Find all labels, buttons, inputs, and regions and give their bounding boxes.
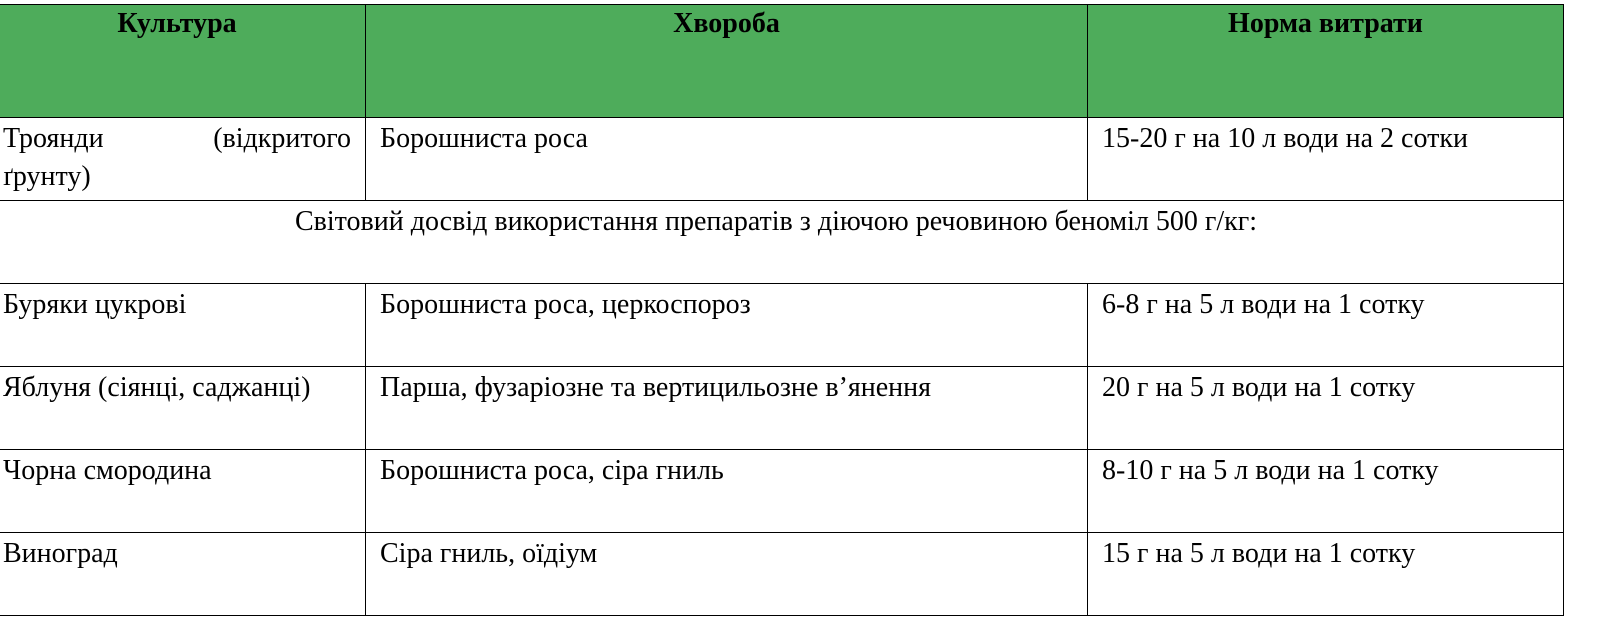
- header-rate: Норма витрати: [1088, 5, 1564, 118]
- rate-cell: 15 г на 5 л води на 1 сотку: [1088, 533, 1564, 616]
- disease-cell: Борошниста роса: [366, 118, 1088, 201]
- rate-cell: 20 г на 5 л води на 1 сотку: [1088, 367, 1564, 450]
- table-row: [0, 450, 1564, 533]
- table-header-row: [0, 5, 1564, 118]
- crop-cell: Чорна смородина: [0, 450, 366, 533]
- table-row: [0, 533, 1564, 616]
- section-title: Світовий досвід використання препаратів з діючою речовиною беноміл 500 г/кг:: [0, 201, 1564, 284]
- disease-cell: Борошниста роса, церкоспороз: [366, 284, 1088, 367]
- header-crop: Культура: [0, 5, 366, 118]
- rate-cell: 6-8 г на 5 л води на 1 сотку: [1088, 284, 1564, 367]
- disease-cell: Сіра гниль, оїдіум: [366, 533, 1088, 616]
- crop-cell: Яблуня (сіянці, саджанці): [0, 367, 366, 450]
- rate-cell: 15-20 г на 10 л води на 2 сотки: [1088, 118, 1564, 201]
- crop-cell: Виноград: [0, 533, 366, 616]
- crop-cell: Буряки цукрові: [0, 284, 366, 367]
- crop-text-part: Троянди: [3, 123, 104, 154]
- crop-text-part: (відкритого: [213, 123, 351, 154]
- crop-cell: [0, 118, 366, 201]
- disease-cell: Парша, фузаріозне та вертицильозне в’янення: [366, 367, 1088, 450]
- fungicide-table: [0, 4, 1564, 616]
- table-row: [0, 118, 1564, 201]
- table-row: [0, 284, 1564, 367]
- rate-cell: 8-10 г на 5 л води на 1 сотку: [1088, 450, 1564, 533]
- disease-cell: Борошниста роса, сіра гниль: [366, 450, 1088, 533]
- crop-text-part: ґрунту): [3, 161, 91, 192]
- table-row: [0, 367, 1564, 450]
- section-row: [0, 201, 1564, 284]
- header-disease: Хвороба: [366, 5, 1088, 118]
